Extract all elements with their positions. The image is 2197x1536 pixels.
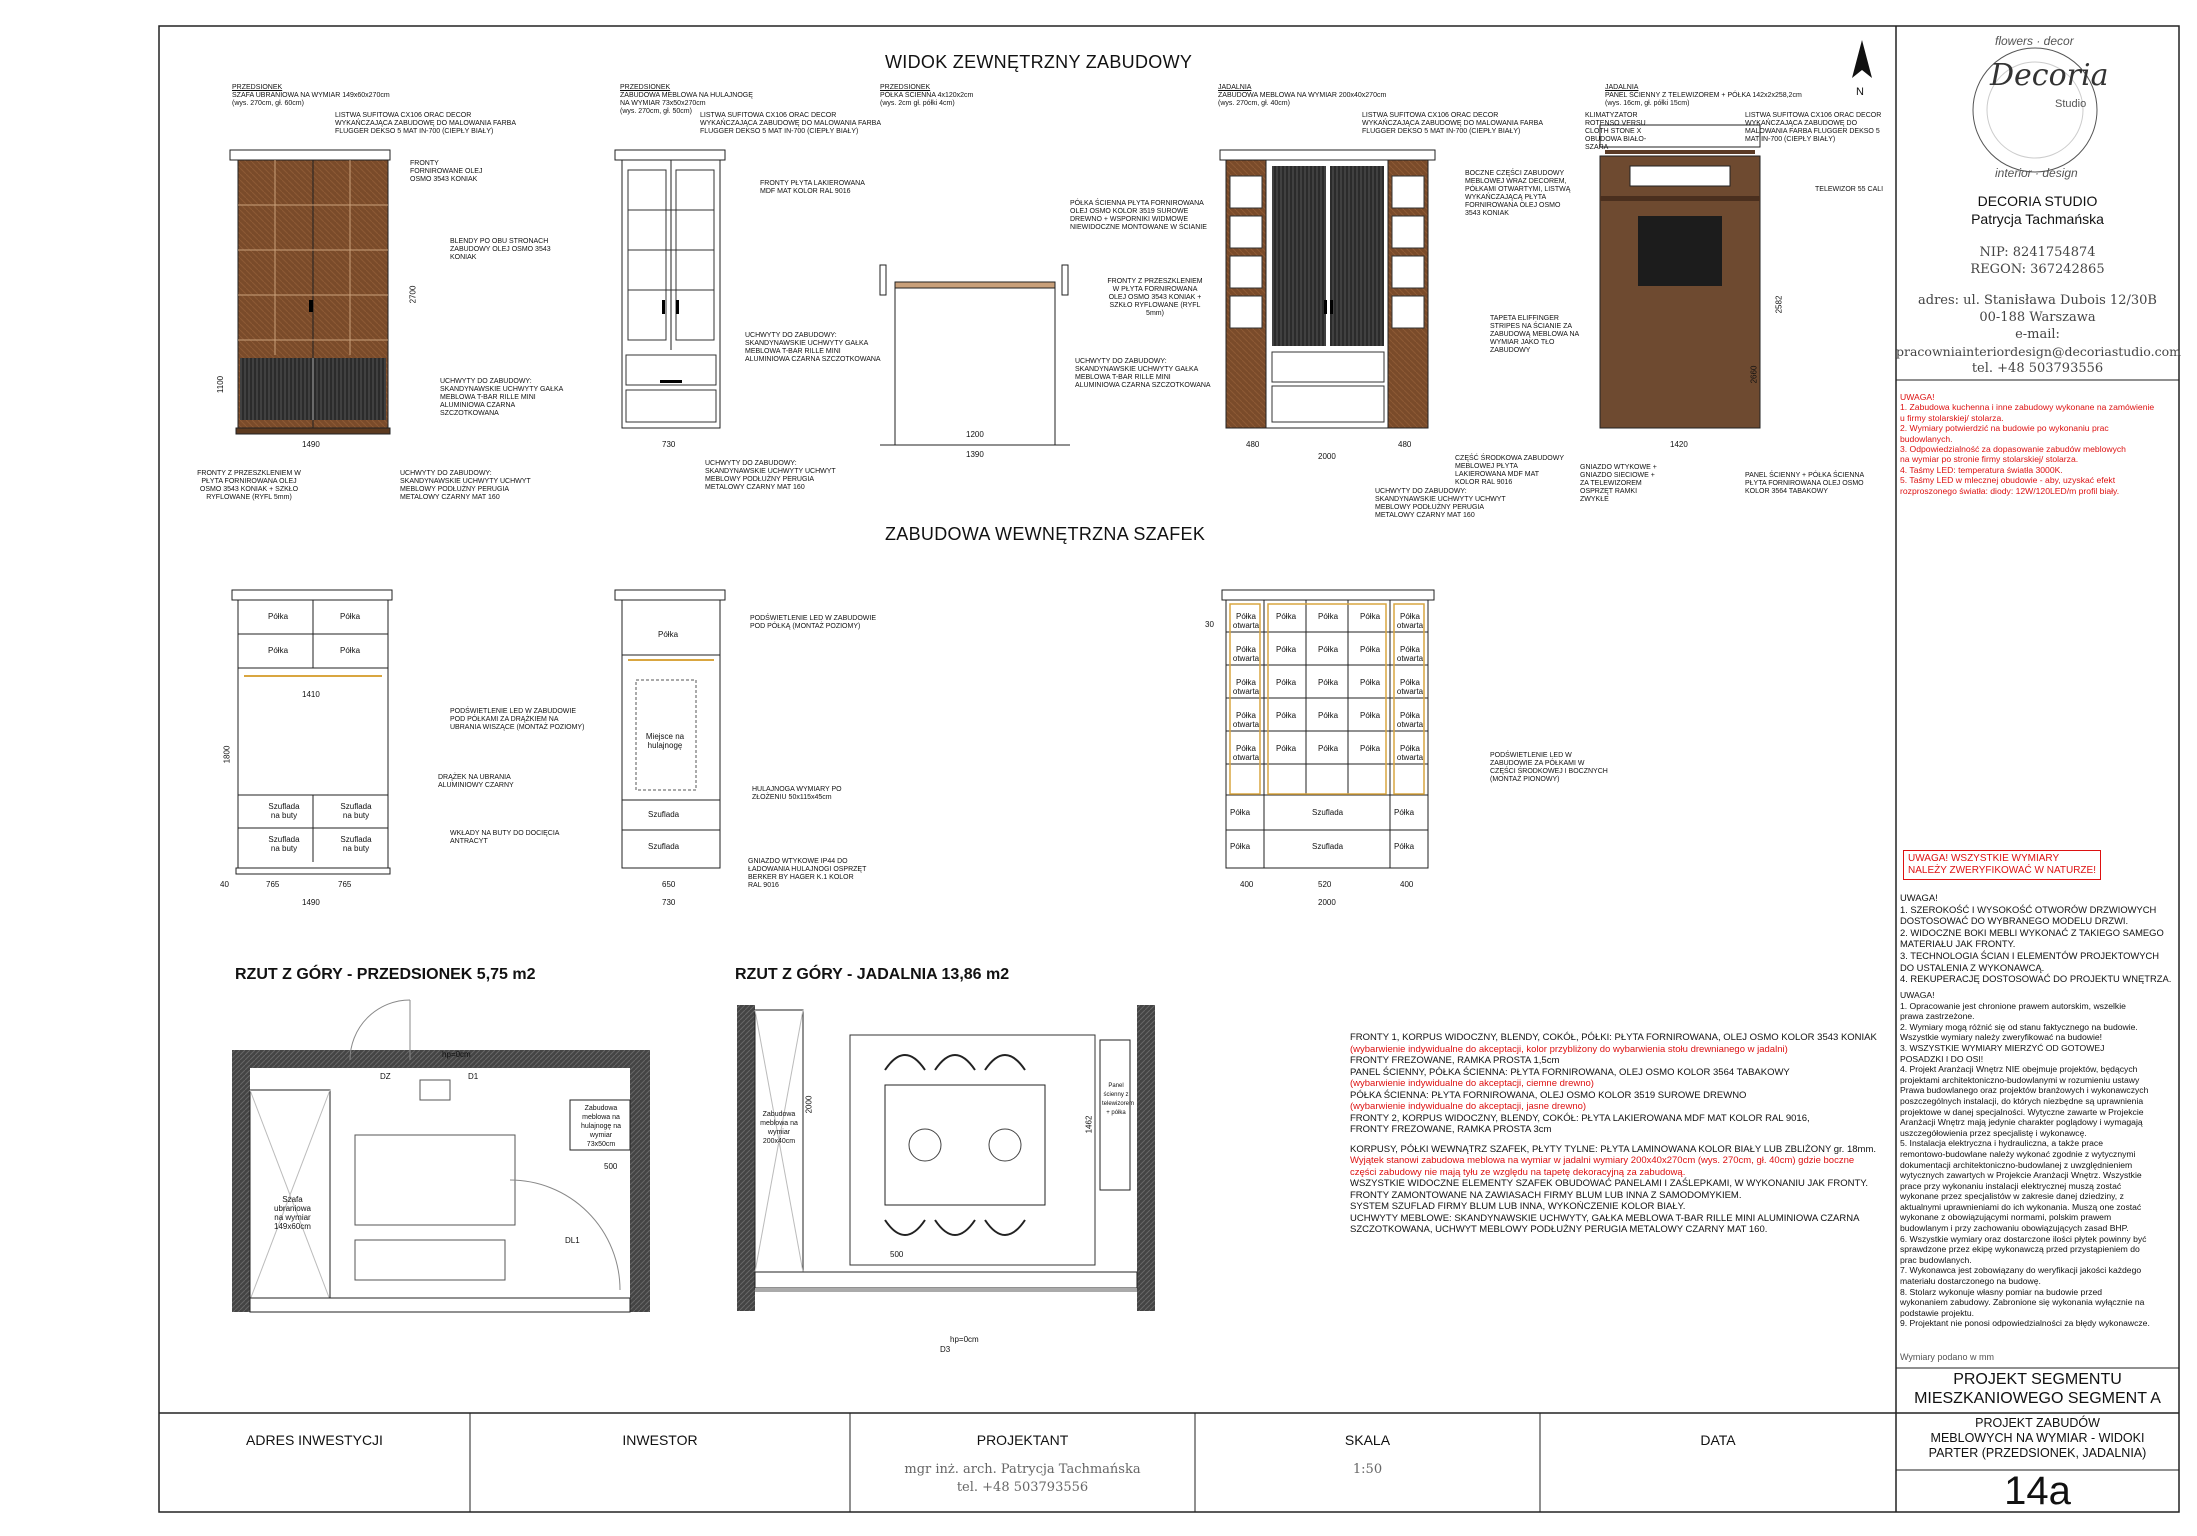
text-line: PANEL ŚCIENNY, PÓŁKA ŚCIENNA: PŁYTA FORNIROWANA, OLEJ OSMO KOLOR 3564 TABAKOWY (1350, 1066, 1790, 1078)
materials-list (1350, 1032, 1880, 1236)
elev2-heading: PRZEDSIONEK ZABUDOWA MEBLOWA NA HULAJNOGĘ NA WYMIAR 73x50x270cm (wys. 270cm, gł. 50cm) (620, 84, 753, 115)
tb-designer: PROJEKTANT (976, 1432, 1069, 1448)
text-line: MATERIAŁU JAK FRONTY. (1900, 938, 2016, 950)
text-line: Wszystkie wymiary należy zweryfikować na budowie! (1900, 1032, 2103, 1043)
plan-label-scooter: Zabudowa meblowa na hulajnogę na wymiar 73x50cm (580, 1105, 622, 1148)
internal-wardrobe (232, 590, 392, 874)
inner-scooter-space: Miejsce na hulajnogę (645, 732, 685, 750)
inner-open-shelf: Półka otwarta (1396, 678, 1424, 696)
plan-mark: D3 (940, 1345, 951, 1354)
text-line: WSZYSTKIE WIDOCZNE ELEMENTY SZAFEK OBUDOWAĆ PANELAMI I ZAŚLEPKAMI, W WYKONANIU JAK FRONTY. (1350, 1178, 1868, 1189)
logo-ring-bottom: interior · design (1995, 166, 2078, 180)
dim-label: 2000 (1318, 898, 1336, 907)
dim-label: 1800 (222, 745, 232, 764)
dim-label: 730 (662, 898, 676, 907)
dim-label: 1490 (302, 440, 320, 449)
tb-scale-value: 1:50 (1352, 1462, 1383, 1477)
text-line: 7. Wykonawca jest zobowiązany do weryfikacji jakości każdego (1900, 1265, 2142, 1276)
text-line: 2. Wymiary potwierdzić na budowie po wykonaniu prac (1900, 423, 2109, 434)
units-note: Wymiary podano w mm (1900, 1352, 1994, 1362)
text-line: (wybarwienie indywidualne do akceptacji, kolor przybliżony do wybarwienia stołu drewnianego w jadalni) (1350, 1043, 1788, 1055)
inner-shoe-drawer: Szuflada na buty (340, 802, 372, 820)
text-line: UWAGA! (1900, 892, 1938, 903)
text-line: KORPUSY, PÓŁKI WEWNĄTRZ SZAFEK, PŁYTY TYLNE: PŁYTA LAMINOWANA KOLOR BIAŁY LUB ZBLIŻONY gr. 18mm. (1350, 1143, 1876, 1155)
internal-title: ZABUDOWA WEWNĘTRZNA SZAFEK (885, 524, 1206, 544)
text-line: FRONTY 1, KORPUS WIDOCZNY, BLENDY, COKÓŁ, PÓŁKI: PŁYTA FORNIROWANA, OLEJ OSMO KOLOR 3543 KONIAK (1350, 1032, 1877, 1043)
dim-label: 2582 (1774, 295, 1784, 314)
inner-open-shelf: Półka otwarta (1396, 645, 1424, 663)
text-line: projektami architektoniczno-budowlanymi w rozumieniu ustawy (1900, 1074, 2140, 1085)
dim-label: 730 (662, 440, 676, 449)
note-fronty-forn: FRONTY FORNIROWANE OLEJ OSMO 3543 KONIAK (410, 160, 483, 183)
note-hulajnoga: HULAJNOGA WYMIARY PO ZŁOŻENIU 50x115x45cm (752, 786, 842, 801)
plan-mark: D1 (468, 1072, 479, 1081)
verify-box: UWAGA! WSZYSTKIE WYMIARY NALEŻY ZWERYFIKOWAĆ W NATURZE! (1903, 850, 2101, 880)
text-line: rozproszonego światła: diody: 12W/120LED/m profil biały. (1900, 485, 2120, 496)
inner-shelf: Półka (1360, 711, 1381, 720)
tb-designer-name: mgr inż. arch. Patrycja Tachmańska (904, 1462, 1141, 1477)
inner-shelf: Półka (1360, 678, 1381, 687)
note-panel: PANEL ŚCIENNY + PÓŁKA ŚCIENNA PŁYTA FORNIROWANA OLEJ OSMO KOLOR 3564 TABAKOWY (1745, 472, 1864, 495)
text-line: prace przy wykonaniu instalacji elektrycznej muszą zostać (1900, 1180, 2122, 1191)
text-line: poszczególnych instalacji, do których niezbędne są uprawnienia (1900, 1095, 2144, 1106)
note-listwa-3: LISTWA SUFITOWA CX106 ORAC DECOR WYKAŃCZAJĄCA ZABUDOWĘ DO MALOWANIA FARBA FLUGGER DEKSO 5 MAT IN-700 (CIEPŁY BIAŁY) (1362, 112, 1543, 135)
plan-hall-title: RZUT Z GÓRY - PRZEDSIONEK 5,75 m2 (235, 966, 536, 983)
elev1-heading: PRZEDSIONEK SZAFA UBRANIOWA NA WYMIAR 149x60x270cm (wys. 270cm, gł. 60cm) (232, 84, 390, 107)
inner-drawer: Szuflada (1312, 842, 1344, 851)
dim-label: 1462 (1084, 1115, 1094, 1134)
note-fronty-lak: FRONTY PŁYTA LAKIEROWANA MDF MAT KOLOR RAL 9016 (760, 180, 865, 195)
plan-dining-title: RZUT Z GÓRY - JADALNIA 13,86 m2 (735, 966, 1010, 983)
studio-person: Patrycja Tachmańska (1971, 211, 2104, 227)
text-line: dokumentacji architektoniczno-budowlanej z uwzględnieniem (1900, 1159, 2133, 1170)
elevation-dining-unit (1220, 150, 1435, 428)
warning-red (1900, 392, 2175, 496)
note-drazek: DRĄŻEK NA UBRANIA ALUMINIOWY CZARNY (438, 774, 514, 789)
text-line: prac budowlanych. (1900, 1254, 1972, 1265)
inner-shelf: Półka (1318, 645, 1339, 654)
note-fronty-przeszkl-2: FRONTY Z PRZESZKLENIEM W PŁYTA FORNIROWANA OLEJ OSMO 3543 KONIAK + SZKŁO RYFLOWANE (RYFL 5mm) (1107, 278, 1203, 317)
elevation-wardrobe (230, 150, 390, 434)
text-line: 2. Wymiary mogą różnić się od stanu faktycznego na budowie. (1900, 1021, 2138, 1032)
plan-label-dining-unit: Zabudowa meblowa na wymiar 200x40cm (760, 1111, 798, 1145)
dim-label: 480 (1398, 440, 1412, 449)
inner-shoe-drawer: Szuflada na buty (340, 835, 372, 853)
inner-shelf: Półka (1276, 711, 1297, 720)
note-uchwyty-6: UCHWYTY DO ZABUDOWY: SKANDYNAWSKIE UCHWYTY UCHWYT MEBLOWY PODŁUŻNY PERUGIA METALOWY CZARNY MAT 160 (1375, 488, 1506, 519)
note-gniazdo: GNIAZDO WTYKOWE + GNIAZDO SIECIOWE + ZA TELEWIZOREM OSPRZĘT RAMKI ZWYKŁE (1580, 464, 1657, 503)
inner-shelf: Półka (1318, 612, 1339, 621)
text-line: 2. WIDOCZNE BOKI MEBLI WYKONAĆ Z TAKIEGO SAMEGO (1900, 926, 2164, 938)
inner-open-shelf: Półka otwarta (1232, 711, 1260, 729)
note-listwa-4: LISTWA SUFITOWA CX106 ORAC DECOR WYKAŃCZAJĄCA ZABUDOWĘ DO MALOWANIA FARBA FLUGGER DEKSO 5 MAT IN-700 (CIEPŁY BIAŁY) (1745, 112, 1882, 143)
text-line: sprawdzone przez ekipę wykonawczą przed przystąpieniem do (1900, 1244, 2140, 1255)
note-gniazdo-ip: GNIAZDO WTYKOWE IP44 DO ŁADOWANIA HULAJNOGI OSPRZĘT BERKER BY HAGER K.1 KOLOR RAL 9016 (748, 858, 867, 889)
inner-shelf: Półka (1394, 808, 1415, 817)
plan-mark: DZ (380, 1072, 391, 1081)
note-uchwyty-2: UCHWYTY DO ZABUDOWY: SKANDYNAWSKIE UCHWYTY UCHWYT MEBLOWY PODŁUŻNY PERUGIA METALOWY CZARNY MAT 160 (400, 470, 531, 501)
inner-open-shelf: Półka otwarta (1396, 711, 1424, 729)
note-tapeta: TAPETA ELIFFINGER STRIPES NA ŚCIANIE ZA ZABUDOWĄ MEBLOWA NA WYMIAR JAKO TŁO ZABUDOWY (1490, 315, 1579, 354)
elev5-heading: JADALNIA PANEL ŚCIENNY Z TELEWIZOREM + PÓŁKA 142x2x258,2cm (wys. 16cm, gł. półki 15cm) (1605, 84, 1802, 107)
dim-label: 400 (1240, 880, 1254, 889)
uwaga-block-1 (1900, 892, 2178, 985)
dim-label: 500 (890, 1250, 904, 1259)
studio-nip: NIP: 8241754874 (1979, 245, 2096, 260)
text-line (1350, 1136, 1880, 1144)
inner-shelf: Półka (340, 612, 361, 621)
dim-label: 1390 (966, 450, 984, 459)
text-line: remontowo-budowlane należy wykonać zgodnie z wytycznymi (1900, 1148, 2136, 1159)
studio-info (1896, 192, 2179, 228)
note-led-poziom: PODŚWIETLENIE LED W ZABUDOWIE POD PÓŁKAMI ZA DRĄŻKIEM NA UBRANIA WISZĄCE (MONTAŻ POZIOMY) (450, 708, 585, 731)
text-line: wykonane przez specjalistów w zakresie danej dziedziny, z (1900, 1191, 2124, 1202)
inner-shelf: Półka (658, 630, 679, 639)
studio-logo: Decoria (1990, 58, 2109, 93)
text-line: 3. TECHNOLOGIA ŚCIAN I ELEMENTÓW PROJEKTOWYCH (1900, 949, 2160, 961)
tb-address: ADRES INWESTYCJI (246, 1432, 383, 1448)
text-line: wykonane z obowiązującymi normami, polskim prawem (1900, 1212, 2112, 1223)
text-line: wykonaniem zabudowy. Zabronione się wykonania wyłącznie na (1900, 1297, 2145, 1308)
dim-label: 2000 (1318, 452, 1336, 461)
text-line: FRONTY 2, KORPUS WIDOCZNY, BLENDY, COKÓŁ: PŁYTA LAKIEROWANA MDF MAT KOLOR RAL 9016, (1350, 1112, 1810, 1124)
dim-label: 1100 (216, 375, 226, 394)
internal-dining (1222, 590, 1434, 868)
text-line: wytycznych zawartych w Projekcie Aranżacji Wnętrz. Wszystkie (1900, 1170, 2142, 1181)
text-line: materiału dostarczonego na budowę. (1900, 1276, 2041, 1287)
uwaga-block-2 (1900, 990, 2178, 1329)
plan-label-tv-panel: Panel ścienny z telewizorem + półka (1102, 1083, 1135, 1116)
inner-shelf: Półka (1360, 744, 1381, 753)
inner-shelf: Półka (1276, 744, 1297, 753)
text-line: FRONTY ZAMONTOWANE NA ZAWIASACH FIRMY BLUM LUB INNA Z SAMODOMYKIEM. (1350, 1189, 1742, 1201)
dim-label: 520 (1318, 880, 1332, 889)
inner-shelf: Półka (1394, 842, 1415, 851)
note-klimatyzator: KLIMATYZATOR ROTENSO VERSU CLOTH STONE X OBUDOWA BIAŁO-SZARA (1585, 112, 1647, 151)
studio-contact (1896, 244, 2179, 377)
studio-name: DECORIA STUDIO (1977, 193, 2098, 209)
inner-shelf: Półka (1318, 678, 1339, 687)
text-line: 6. Wszystkie wymiary oraz dostarczone ilości płytek powinny być (1900, 1233, 2147, 1244)
tb-designer-tel: tel. +48 503793556 (956, 1480, 1089, 1495)
dim-label: 765 (338, 880, 352, 889)
sheet-number: 14a (2004, 1469, 2071, 1513)
text-line: FRONTY FREZOWANE, RAMKA PROSTA 3cm (1350, 1124, 1552, 1135)
studio-email: pracowniainteriordesign@decoriastudio.com (1896, 344, 2181, 359)
sheet-title: PROJEKT ZABUDÓW MEBLOWYCH NA WYMIAR - WIDOKI PARTER (PRZEDSIONEK, JADALNIA) (1928, 1416, 2147, 1460)
inner-shelf: Półka (1360, 612, 1381, 621)
studio-address: adres: ul. Stanisława Dubois 12/30B (1918, 293, 2157, 308)
plan-hall (232, 1000, 650, 1312)
studio-regon: REGON: 367242865 (1970, 262, 2105, 277)
text-line: projektowe w danej specjalności. Wytyczne zawarte w Projekcie (1900, 1106, 2144, 1117)
note-czesc-srodkowa: CZĘŚĆ ŚRODKOWA ZABUDOWY MEBLOWEJ PŁYTA LAKIEROWANA MDF MAT KOLOR RAL 9016 (1455, 455, 1564, 486)
inner-shelf: Półka (1318, 711, 1339, 720)
inner-shelf: Półka (1276, 612, 1297, 621)
text-line: SZCZOTKOWANA, UCHWYT MEBLOWY PODŁUŻNY PERUGIA METALOWY CZARNY MAT 160. (1350, 1224, 1768, 1235)
text-line: u firmy stolarskiej/ stolarza. (1900, 412, 2004, 423)
note-wklady: WKŁADY NA BUTY DO DOCIĘCIA ANTRACYT (450, 830, 560, 845)
tb-scale: SKALA (1344, 1432, 1391, 1448)
inner-shelf: Półka (1360, 645, 1381, 654)
note-listwa-1: LISTWA SUFITOWA CX106 ORAC DECOR WYKAŃCZAJĄCA ZABUDOWĘ DO MALOWANIA FARBA FLUGGER DEKSO 5 MAT IN-700 (CIEPŁY BIAŁY) (335, 112, 516, 135)
dim-label: 765 (266, 880, 280, 889)
text-line: na wymiar po stronie firmy stolarskiej/ stolarza. (1900, 454, 2079, 465)
dim-label: 1420 (1670, 440, 1688, 449)
elevation-scooter-cabinet (615, 150, 725, 428)
north-label: N (1856, 86, 1864, 98)
text-line: 8. Stolarz wykonuje własny pomiar na budowie przed (1900, 1286, 2103, 1297)
text-line: 4. REKUPERACJĘ DOSTOSOWAĆ DO PROJEKTU WNĘTRZA. (1900, 973, 2172, 985)
tb-date: DATA (1700, 1432, 1736, 1448)
inner-shelf: Półka (1276, 645, 1297, 654)
inner-open-shelf: Półka otwarta (1232, 645, 1260, 663)
text-line: FRONTY FREZOWANE, RAMKA PROSTA 1,5cm (1350, 1055, 1560, 1066)
dim-label: 1410 (302, 690, 320, 699)
text-line: 1. Opracowanie jest chronione prawem autorskim, wszelkie (1900, 1000, 2126, 1011)
external-title: WIDOK ZEWNĘTRZNY ZABUDOWY (885, 52, 1193, 72)
inner-shelf: Półka (340, 646, 361, 655)
studio-tel: tel. +48 503793556 (1971, 361, 2104, 376)
plan-height: hp=0cm (442, 1050, 471, 1059)
note-led-pion: PODŚWIETLENIE LED W ZABUDOWIE ZA PÓŁKAMI W CZĘŚCI ŚRODKOWEJ I BOCZNYCH (MONTAŻ PIONOWY) (1490, 752, 1608, 783)
text-line: SYSTEM SZUFLAD FIRMY BLUM LUB INNA, WYKOŃCZENIE KOLOR BIAŁY. (1350, 1201, 1686, 1212)
text-line: PÓŁKA ŚCIENNA: PŁYTA FORNIROWANA, OLEJ OSMO KOLOR 3519 SUROWE DREWNO (1350, 1089, 1747, 1101)
text-line: aktualnymi uprawnieniami do ich wykonania. Muszą one zostać (1900, 1201, 2142, 1212)
inner-open-shelf: Półka otwarta (1232, 678, 1260, 696)
plan-label-wardrobe: Szafa ubraniowa na wymiar 149x60cm (274, 1195, 311, 1231)
text-line: 4. Projekt Aranżacji Wnętrz NIE obejmuje projektów, będących (1900, 1064, 2138, 1075)
inner-shoe-drawer: Szuflada na buty (268, 835, 300, 853)
inner-open-shelf: Półka otwarta (1232, 744, 1260, 762)
inner-open-shelf: Półka otwarta (1396, 744, 1424, 762)
text-line: budowlanych. (1900, 433, 1953, 444)
note-uchwyty-5: UCHWYTY DO ZABUDOWY: SKANDYNAWSKIE UCHWYTY GAŁKA MEBLOWA T-BAR RILLE MINI ALUMINIOWA CZARNA SZCZOTKOWANA (1075, 358, 1211, 389)
inner-shelf: Półka (1230, 842, 1251, 851)
elev3-heading: PRZEDSIONEK PÓŁKA ŚCIENNA 4x120x2cm (wys. 2cm gł. półki 4cm) (880, 84, 974, 107)
studio-city: 00-188 Warszawa (1979, 310, 2096, 325)
plan-dining (737, 1005, 1155, 1311)
text-line: uszczegółowienia przez specjalistę i wykonawcę. (1900, 1127, 2087, 1138)
text-line: UWAGA! (1900, 392, 1935, 402)
inner-drawer: Szuflada (648, 810, 680, 819)
text-line: DO USTALENIA Z WYKONAWCĄ. (1900, 961, 2045, 973)
dim-label: 2000 (804, 1095, 814, 1114)
dim-label: 2700 (408, 285, 418, 304)
text-line: 4. Taśmy LED: temperatura światła 3000K. (1900, 464, 2063, 475)
dim-label: 1490 (302, 898, 320, 907)
text-line: 5. Instalacja elektryczna i hydrauliczna, a także prace (1900, 1138, 2104, 1149)
note-telewizor: TELEWIZOR 55 CALI (1815, 186, 1884, 193)
inner-shelf: Półka (1318, 744, 1339, 753)
text-line: 5. Taśmy LED w mlecznej obudowie - aby, uzyskać efekt (1900, 475, 2116, 486)
text-line: Prawa budowlanego oraz projektów branżowych i wykonawczych (1900, 1085, 2149, 1096)
dim-label: 2660 (1749, 365, 1759, 384)
note-boczne: BOCZNE CZĘŚCI ZABUDOWY MEBLOWEJ WRAZ DECOREM, PÓŁKAMI OTWARTYMI, LISTWĄ WYKAŃCZAJĄCĄ PŁYTA FORNIROWANA OLEJ OSMO 3543 KONIAK (1465, 170, 1571, 217)
text-line: UCHWYTY MEBLOWE: SKANDYNAWSKIE UCHWYTY, GAŁKA MEBLOWA T-BAR RILLE MINI ALUMINIOWA CZARNA (1350, 1212, 1860, 1224)
text-line: Wyjątek stanowi zabudowa meblowa na wymiar w jadalni wymiary 200x40x270cm (wys. 270cm, gł. 40cm) gdzie boczne (1350, 1155, 1855, 1166)
inner-shelf: Półka (1230, 808, 1251, 817)
text-line: 3. Odpowiedzialność za dopasowanie zabudów meblowych (1900, 444, 2126, 455)
plan-height: hp=0cm (950, 1335, 979, 1344)
dim-label: 1200 (966, 430, 984, 439)
note-blendy: BLENDY PO OBU STRONACH ZABUDOWY OLEJ OSMO 3543 KONIAK (450, 238, 551, 261)
note-fronty-przeszkl: FRONTY Z PRZESZKLENIEM W PŁYTA FORNIROWANA OLEJ OSMO 3543 KONIAK + SZKŁO RYFLOWANE (RYFL 5mm) (197, 470, 301, 501)
note-uchwyty-1: UCHWYTY DO ZABUDOWY: SKANDYNAWSKIE UCHWYTY GAŁKA MEBLOWA T-BAR RILLE MINI ALUMINIOWA CZARNA SZCZOTKOWANA (440, 378, 563, 417)
elevation-wall-shelf (880, 265, 1070, 445)
note-uchwyty-4: UCHWYTY DO ZABUDOWY: SKANDYNAWSKIE UCHWYTY UCHWYT MEBLOWY PODŁUŻNY PERUGIA METALOWY CZARNY MAT 160 (705, 460, 836, 491)
dim-label: 400 (1400, 880, 1414, 889)
text-line: (wybarwienie indywidualne do akceptacji, jasne drewno) (1350, 1101, 1587, 1112)
text-line: Aranżacji Wnętrz mają jedynie charakter poglądowy i wymagają (1900, 1117, 2143, 1128)
text-line: 1. SZEROKOŚĆ I WYSOKOŚĆ OTWORÓW DRZWIOWYCH (1900, 903, 2157, 915)
note-uchwyty-3: UCHWYTY DO ZABUDOWY: SKANDYNAWSKIE UCHWYTY GAŁKA MEBLOWA T-BAR RILLE MINI ALUMINIOWA CZARNA SZCZOTKOWANA (745, 332, 881, 363)
inner-open-shelf: Półka otwarta (1396, 612, 1424, 630)
elevation-tv-panel (1600, 125, 1760, 428)
inner-drawer: Szuflada (648, 842, 680, 851)
text-line: (wybarwienie indywidualne do akceptacji, ciemne drewno) (1350, 1078, 1594, 1089)
text-line: 3. WSZYSTKIE WYMIARY MIERZYĆ OD GOTOWEJ (1900, 1042, 2105, 1053)
text-line: budowlanym i przy zachowaniu obowiązujących zasad BHP. (1900, 1223, 2129, 1234)
inner-shelf: Półka (268, 612, 289, 621)
studio-logo-sub: Studio (2055, 98, 2087, 110)
note-led-hula: PODŚWIETLENIE LED W ZABUDOWIE POD PÓŁKĄ (MONTAŻ POZIOMY) (750, 615, 877, 630)
text-line: POSADZKI I DO OSI! (1900, 1053, 1984, 1064)
text-line: 9. Projektant nie ponosi odpowiedzialności za błędy wykonawcze. (1900, 1318, 2150, 1329)
inner-shelf: Półka (1276, 678, 1297, 687)
inner-shelf: Półka (268, 646, 289, 655)
note-polka-scienna: PÓŁKA ŚCIENNA PŁYTA FORNIROWANA OLEJ OSMO KOLOR 3519 SUROWE DREWNO + WSPORNIKI WIDMOWE NIEWIDOCZNE MONTOWANE W ŚCIANIE (1070, 200, 1207, 231)
text-line: DOSTOSOWAĆ DO WYBRANEGO MODELU DRZWI. (1900, 915, 2129, 927)
logo-ring-top: flowers · decor (1995, 34, 2074, 48)
tb-investor: INWESTOR (622, 1432, 698, 1448)
text-line: części zabudowy nie mają tyłu ze względu na tapetę dekoracyjną za zabudową. (1350, 1166, 1686, 1178)
text-line: prawa zastrzeżone. (1900, 1011, 1975, 1022)
dim-label: 650 (662, 880, 676, 889)
text-line: 1. Zabudowa kuchenna i inne zabudowy wykonane na zamówienie (1900, 402, 2155, 413)
inner-shoe-drawer: Szuflada na buty (268, 802, 300, 820)
inner-drawer: Szuflada (1312, 808, 1344, 817)
dim-label: 40 (220, 880, 229, 889)
dim-label: 500 (604, 1162, 618, 1171)
project-title: PROJEKT SEGMENTU MIESZKANIOWEGO SEGMENT A (1914, 1371, 2161, 1407)
dim-label: 480 (1246, 440, 1260, 449)
note-listwa-2: LISTWA SUFITOWA CX106 ORAC DECOR WYKAŃCZAJĄCA ZABUDOWĘ DO MALOWANIA FARBA FLUGGER DEKSO 5 MAT IN-700 (CIEPŁY BIAŁY) (700, 112, 881, 135)
text-line: UWAGA! (1900, 990, 1935, 1000)
text-line: podstawie projektu. (1900, 1307, 1975, 1318)
plan-mark: DL1 (565, 1236, 580, 1245)
elev4-heading: JADALNIA ZABUDOWA MEBLOWA NA WYMIAR 200x40x270cm (wys. 270cm, gł. 40cm) (1218, 84, 1387, 107)
studio-email-label: e-mail: (2015, 327, 2060, 342)
inner-open-shelf: Półka otwarta (1232, 612, 1260, 630)
dim-label: 30 (1205, 620, 1214, 629)
